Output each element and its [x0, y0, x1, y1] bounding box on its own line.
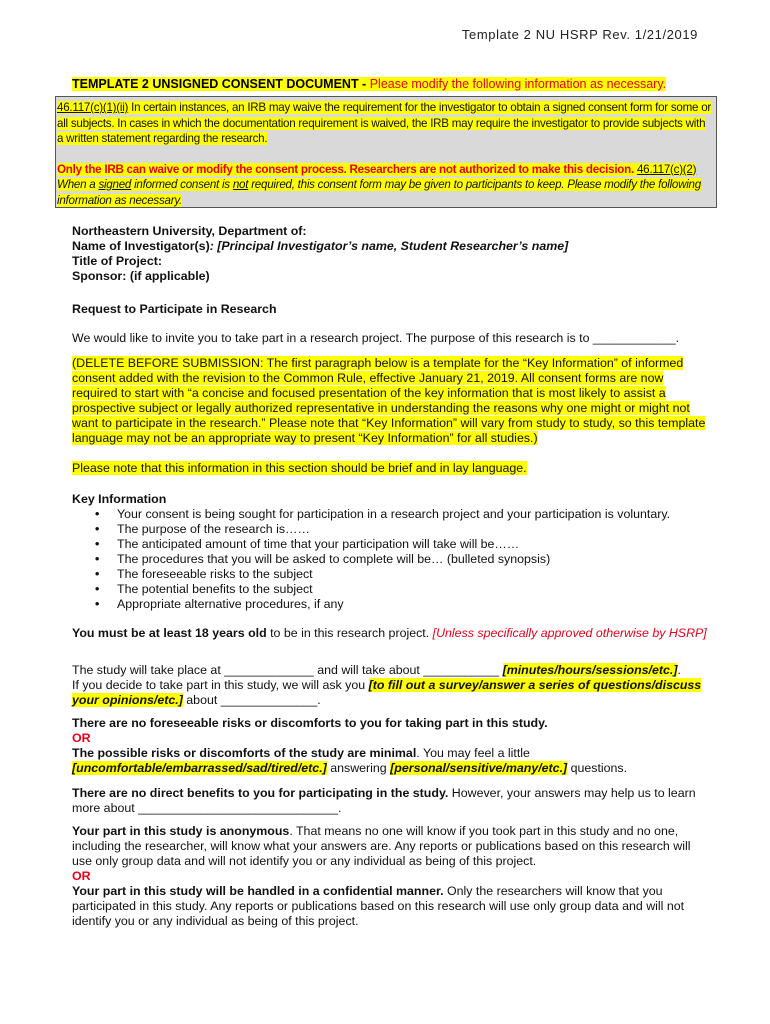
- procedure-text: If you decide to take part in this study, we will ask you: [72, 678, 369, 692]
- template-instruction: Please modify the following information as necessary.: [369, 77, 667, 91]
- procedure-line: [72, 678, 712, 708]
- benefits-bold: There are no direct benefits to you for participating in the study.: [72, 786, 449, 800]
- key-information-list: [72, 507, 712, 612]
- consent-text-a: When a: [57, 178, 99, 191]
- questions-text: questions.: [567, 761, 628, 775]
- sponsor-label: Sponsor: (if applicable): [72, 269, 210, 283]
- consent-text-b: informed consent is: [131, 178, 233, 191]
- benefits-statement: [72, 786, 712, 816]
- irb-waiver-text: In certain instances, an IRB may waive the requirement for the investigator to obtain a signed consent form for some or all subjects. In cases in which the documentation requirement is waived, the IRB may require the investigator to provide subjects with a written statement regarding the research.: [57, 101, 712, 145]
- irb-waiver-box: [55, 96, 717, 208]
- confidential-text: Only the researchers will know that you participated in this study. Any reports or publications based on this research will use only group data and will not identify you or any individual as being of this project.: [72, 884, 685, 928]
- no-risks-statement: There are no foreseeable risks or discomforts to you for taking part in this study.: [72, 716, 548, 730]
- procedure-end: about ______________.: [182, 693, 321, 707]
- minimal-risks-bold: The possible risks or discomforts of the study are minimal: [72, 746, 417, 760]
- template-revision-header: Template 2 NU HSRP Rev. 1/21/2019: [461, 27, 698, 42]
- list-item: • Appropriate alternative procedures, if any: [117, 597, 712, 612]
- list-item: • The anticipated amount of time that your participation will take will be……: [117, 537, 712, 552]
- or-separator: OR: [72, 731, 91, 745]
- irb-waiver-paragraph: [57, 100, 712, 147]
- age-requirement-text: to be in this research project.: [266, 626, 433, 640]
- list-item: • The purpose of the research is……: [117, 522, 712, 537]
- study-info-block: [72, 224, 712, 284]
- list-item: • The potential benefits to the subject: [117, 582, 712, 597]
- or-separator: OR: [72, 869, 91, 883]
- irb-consent-paragraph: [57, 162, 712, 209]
- investigator-label: Name of Investigator(s): [72, 239, 210, 253]
- anonymous-bold: Your part in this study is anonymous: [72, 824, 290, 838]
- template-title: TEMPLATE 2 UNSIGNED CONSENT DOCUMENT -: [72, 77, 370, 91]
- invite-text: We would like to invite you to take part in a research project. The purpose of this research is to ____________.: [72, 331, 680, 345]
- anonymous-statement: [72, 824, 712, 869]
- procedure-placeholder: [to fill out a survey/answer a series of questions/discuss your opinions/etc.]: [72, 678, 702, 707]
- anonymous-text: . That means no one will know if you took part in this study and no one, including the researcher, will know what your answers are. Any reports or publications based on this research will use only group data and will not identify you or any individual as being of this project.: [72, 824, 691, 868]
- list-item: • The procedures that you will be asked to complete will be… (bulleted synopsis): [117, 552, 712, 567]
- location-text: The study will take place at _____________ and will take about ___________: [72, 663, 503, 677]
- study-location-block: [72, 663, 712, 708]
- age-requirement-bold: You must be at least 18 years old: [72, 626, 267, 640]
- confidential-bold: Your part in this study will be handled in a confidential manner.: [72, 884, 444, 898]
- university-department: Northeastern University, Department of:: [72, 224, 307, 238]
- investigator-value: : [Principal Investigator’s name, Student Researcher’s name]: [209, 239, 569, 253]
- project-title-label: Title of Project:: [72, 254, 162, 268]
- irb-warning: Only the IRB can waive or modify the consent process. Researchers are not authorized to make this decision.: [57, 162, 634, 176]
- confidential-statement: [72, 884, 712, 929]
- key-information-section: [72, 492, 712, 612]
- location-line: [72, 663, 712, 678]
- benefits-text: However, your answers may help us to learn more about _____________________________.: [72, 786, 696, 815]
- age-exception-note: [Unless specifically approved otherwise by HSRP]: [432, 626, 707, 640]
- minimal-risks-text: . You may feel a little: [416, 746, 530, 760]
- template-title-line: [72, 77, 714, 91]
- key-information-heading: Key Information: [72, 492, 167, 506]
- delete-before-submission-note: (DELETE BEFORE SUBMISSION: The first paragraph below is a template for the “Key Information” of informed consent added with the revision to the Common Rule, effective January 21, 2019. All consent forms are now required to start with “a concise and focused presentation of the key information that is most likely to assist a prospective subject or legally authorized representative in understanding the reasons why one might or might not want to participate in the research.” Please note that “Key Information” will vary from study to study, so this template language may not be an appropriate way to present “Key Information” for all studies.): [72, 356, 706, 445]
- consent-text-c: required, this consent form may be given to participants to keep. Please modify the following information as necessary.: [57, 178, 701, 207]
- regulation-citation-2: 46.117(c)(2): [636, 162, 697, 176]
- location-end: .: [677, 663, 681, 677]
- risks-block: [72, 716, 712, 776]
- feelings-placeholder: [uncomfortable/embarrassed/sad/tired/etc.]: [72, 761, 327, 775]
- minimal-risks-statement: [72, 746, 712, 776]
- list-item: • Your consent is being sought for participation in a research project and your participation is voluntary.: [117, 507, 712, 522]
- question-type-placeholder: [personal/sensitive/many/etc.]: [390, 761, 568, 775]
- lay-language-note: Please note that this information in this section should be brief and in lay language.: [72, 461, 527, 475]
- consent-text-signed: signed: [98, 178, 132, 191]
- request-heading: Request to Participate in Research: [72, 302, 277, 316]
- age-requirement: [72, 626, 712, 641]
- answering-text: answering: [326, 761, 391, 775]
- regulation-citation-1: 46.117(c)(1)(ii): [57, 101, 129, 114]
- consent-text-not: not: [232, 178, 249, 191]
- list-item: • The foreseeable risks to the subject: [117, 567, 712, 582]
- privacy-block: [72, 824, 712, 929]
- duration-placeholder: [minutes/hours/sessions/etc.]: [502, 663, 678, 677]
